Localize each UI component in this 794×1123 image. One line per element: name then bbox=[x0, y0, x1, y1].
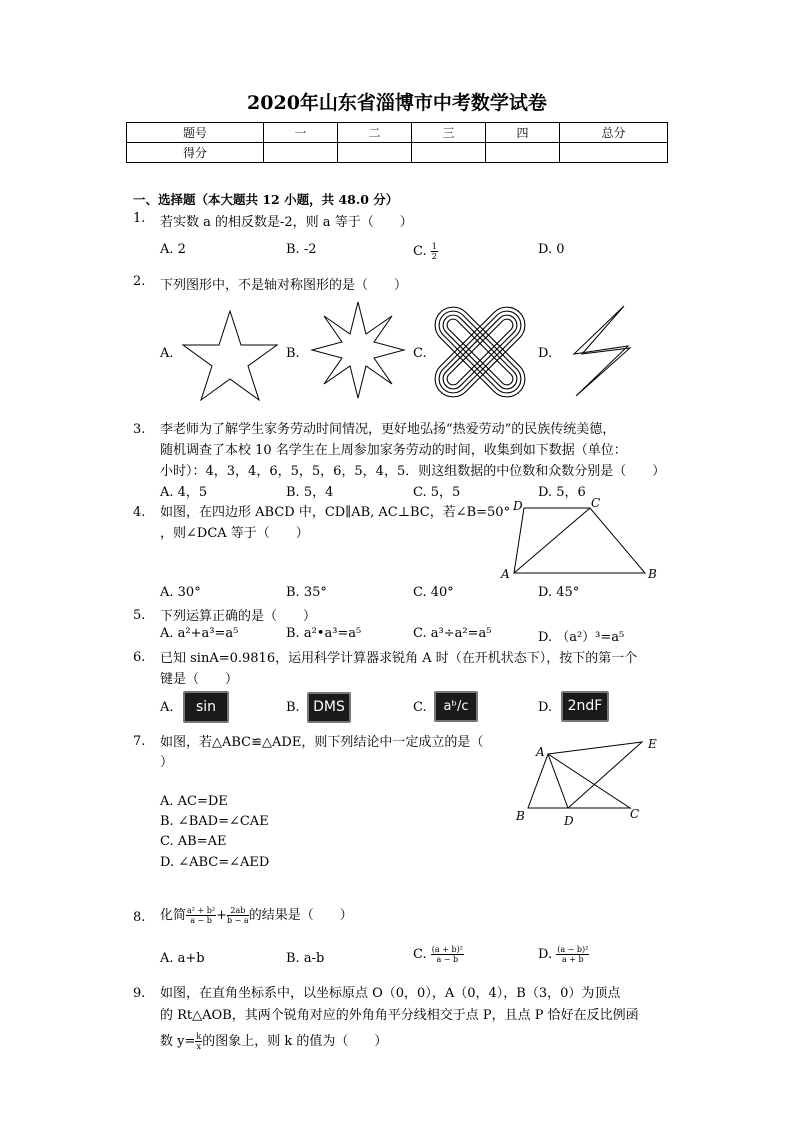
question-text-pre: 化简 bbox=[160, 908, 187, 923]
five-point-star-figure bbox=[180, 308, 280, 398]
option-label: C. bbox=[413, 947, 427, 962]
option-a[interactable]: A. a²+a³=a⁵ bbox=[160, 626, 239, 641]
question-text-line: 小时）：4，3，4，6，5，5，6，5，4，5．则这组数据的中位数和众数分别是（ ） bbox=[160, 464, 666, 479]
question-text-line: 键是（ ） bbox=[160, 672, 239, 687]
sin-key-icon[interactable]: sin bbox=[183, 691, 229, 723]
question-text-line: 李老师为了解学生家务劳动时间情况，更好地弘扬“热爱劳动”的民族传统美德， bbox=[160, 422, 616, 437]
option-c[interactable]: C. AB=AE bbox=[160, 834, 227, 849]
vertex-label-e: E bbox=[648, 737, 657, 751]
option-b[interactable]: B. -2 bbox=[286, 242, 317, 257]
vertex-label-d: D bbox=[513, 499, 523, 513]
denominator: a + b bbox=[561, 955, 584, 964]
numerator: (a − b)² bbox=[557, 945, 589, 954]
table-cell: 总分 bbox=[560, 123, 668, 143]
question-number: 5. bbox=[133, 608, 146, 623]
question-text: 化简 $\frac{\text{a² + b²}}{a - b}$ + $\frac{2ab}{b - a}$ 的结果是（ ） bbox=[160, 906, 353, 925]
vertex-label-a: A bbox=[536, 745, 545, 759]
denominator: x bbox=[196, 1042, 202, 1051]
fraction bbox=[227, 906, 249, 925]
score-entry[interactable] bbox=[264, 143, 338, 163]
option-a[interactable]: A. 4，5 bbox=[160, 485, 208, 500]
second-function-key-icon[interactable]: 2ndF bbox=[561, 691, 609, 722]
question-text-line: ，则∠DCA 等于（ ） bbox=[160, 526, 309, 541]
option-d[interactable]: D. 45° bbox=[538, 585, 580, 600]
question-number: 6. bbox=[133, 650, 146, 665]
option-d[interactable]: D. bbox=[538, 700, 553, 715]
question-text-line: 随机调查了本校 10 名学生在上周参加家务劳动的时间，收集到如下数据（单位： bbox=[160, 443, 627, 458]
lightning-bolt-figure bbox=[568, 304, 634, 398]
section-heading: 一、选择题（本大题共 12 小题，共 48.0 分） bbox=[133, 192, 399, 207]
table-cell: 二 bbox=[338, 123, 412, 143]
page-title: 2020年山东省淄博市中考数学试卷 bbox=[247, 92, 547, 114]
option-d[interactable]: D. ∠ABC=∠AED bbox=[160, 855, 270, 870]
option-a[interactable]: A. bbox=[160, 346, 174, 361]
question-text-line: 的 Rt△AOB，其两个锐角对应的外角角平分线相交于点 P，且点 P 恰好在反比例函 bbox=[160, 1008, 639, 1023]
option-c[interactable]: C. 5，5 bbox=[413, 485, 461, 500]
score-entry[interactable] bbox=[338, 143, 412, 163]
option-b[interactable]: B. bbox=[286, 346, 300, 361]
denominator: a − b bbox=[436, 955, 459, 964]
numerator: (a + b)² bbox=[431, 945, 463, 954]
vertex-label-b: B bbox=[648, 567, 657, 581]
interlaced-knot-figure bbox=[438, 310, 522, 394]
option-c[interactable]: C. bbox=[413, 346, 427, 361]
option-label: D. bbox=[538, 947, 553, 962]
option-d[interactable]: D. 0 bbox=[538, 242, 565, 257]
denominator: 2 bbox=[431, 252, 437, 261]
vertex-label-c: C bbox=[630, 807, 640, 821]
option-a[interactable]: A. bbox=[160, 700, 174, 715]
question-number: 8. bbox=[133, 910, 146, 925]
option-label: C. bbox=[413, 244, 427, 259]
question-text-line: ） bbox=[160, 755, 174, 770]
question-text-pre: 数 y= bbox=[160, 1034, 196, 1049]
score-entry[interactable] bbox=[412, 143, 486, 163]
eight-point-star-figure bbox=[310, 300, 406, 400]
option-c[interactable] bbox=[413, 945, 464, 964]
vertex-label-d: D bbox=[564, 814, 574, 828]
option-d[interactable]: D. bbox=[538, 346, 553, 361]
numerator: k bbox=[196, 1032, 202, 1041]
quadrilateral-abcd-figure bbox=[498, 494, 664, 584]
table-cell: 一 bbox=[264, 123, 338, 143]
question-text: 下列图形中，不是轴对称图形的是（ ） bbox=[160, 278, 408, 293]
question-number: 1. bbox=[133, 211, 146, 226]
fraction bbox=[556, 945, 589, 964]
question-text-line: 如图，在四边形 ABCD 中，CD∥AB, AC⊥BC，若∠B=50° bbox=[160, 505, 511, 520]
vertex-label-b: B bbox=[516, 809, 525, 823]
table-cell: 四 bbox=[486, 123, 560, 143]
option-c[interactable]: C. a³÷a²=a⁵ bbox=[413, 626, 492, 641]
option-a[interactable]: A. 2 bbox=[160, 242, 186, 257]
option-a[interactable]: A. a+b bbox=[160, 951, 205, 966]
numerator: 2ab bbox=[227, 906, 249, 916]
fraction bbox=[186, 906, 216, 925]
option-c[interactable]: C. bbox=[413, 700, 427, 715]
question-text-post: 的结果是（ ） bbox=[248, 908, 353, 923]
table-cell: 三 bbox=[412, 123, 486, 143]
fraction bbox=[431, 242, 438, 261]
denominator: b − a bbox=[227, 916, 249, 925]
question-number: 4. bbox=[133, 505, 146, 520]
question-text-line: 已知 sinA=0.9816，运用科学计算器求锐角 A 时（在开机状态下），按下的第一个 bbox=[160, 651, 638, 666]
vertex-label-a: A bbox=[501, 567, 510, 581]
score-table bbox=[126, 122, 668, 163]
table-cell: 得分 bbox=[127, 143, 264, 163]
score-table-score-row bbox=[127, 143, 668, 163]
option-b[interactable]: B. 5，4 bbox=[286, 485, 334, 500]
question-number: 3. bbox=[133, 422, 146, 437]
question-text-post: 的图象上，则 k 的值为（ ） bbox=[202, 1034, 388, 1049]
dms-key-icon[interactable]: DMS bbox=[307, 692, 351, 723]
option-c[interactable]: C. 40° bbox=[413, 585, 454, 600]
option-b[interactable]: B. a²•a³=a⁵ bbox=[286, 626, 362, 641]
option-b[interactable]: B. ∠BAD=∠CAE bbox=[160, 814, 269, 829]
score-entry[interactable] bbox=[560, 143, 668, 163]
question-text-line bbox=[160, 1030, 387, 1051]
question-number: 2. bbox=[133, 274, 146, 289]
option-d[interactable]: D. （a²）³=a⁵ bbox=[538, 630, 625, 645]
numerator: a² + b² bbox=[187, 906, 216, 915]
option-a[interactable]: A. 30° bbox=[160, 585, 201, 600]
option-d[interactable] bbox=[538, 945, 589, 964]
vertex-label-c: C bbox=[591, 496, 601, 510]
question-number: 9. bbox=[133, 986, 146, 1001]
option-d[interactable]: D. 5，6 bbox=[538, 485, 586, 500]
question-text: 若实数 a 的相反数是-2，则 a 等于（ ） bbox=[160, 215, 413, 230]
option-b[interactable]: B. a-b bbox=[286, 951, 325, 966]
congruent-triangles-figure bbox=[512, 734, 672, 830]
question-text-line: 如图，在直角坐标系中，以坐标原点 O（0，0），A（0，4），B（3，0）为顶点 bbox=[160, 986, 621, 1001]
fraction bbox=[431, 945, 464, 964]
option-c[interactable] bbox=[413, 242, 438, 261]
numerator: 1 bbox=[431, 242, 437, 251]
question-number: 7. bbox=[133, 734, 146, 749]
score-table-header-row bbox=[127, 123, 668, 143]
denominator: a − b bbox=[190, 916, 212, 925]
fraction-key-icon[interactable]: aᵇ/c bbox=[434, 691, 478, 722]
table-cell: 题号 bbox=[127, 123, 264, 143]
option-b[interactable]: B. bbox=[286, 700, 300, 715]
question-text-line: 如图，若△ABC≌△ADE，则下列结论中一定成立的是（ bbox=[160, 735, 484, 750]
score-entry[interactable] bbox=[486, 143, 560, 163]
question-text: 下列运算正确的是（ ） bbox=[160, 609, 317, 624]
option-b[interactable]: B. 35° bbox=[286, 585, 327, 600]
option-a[interactable]: A. AC=DE bbox=[160, 794, 228, 809]
